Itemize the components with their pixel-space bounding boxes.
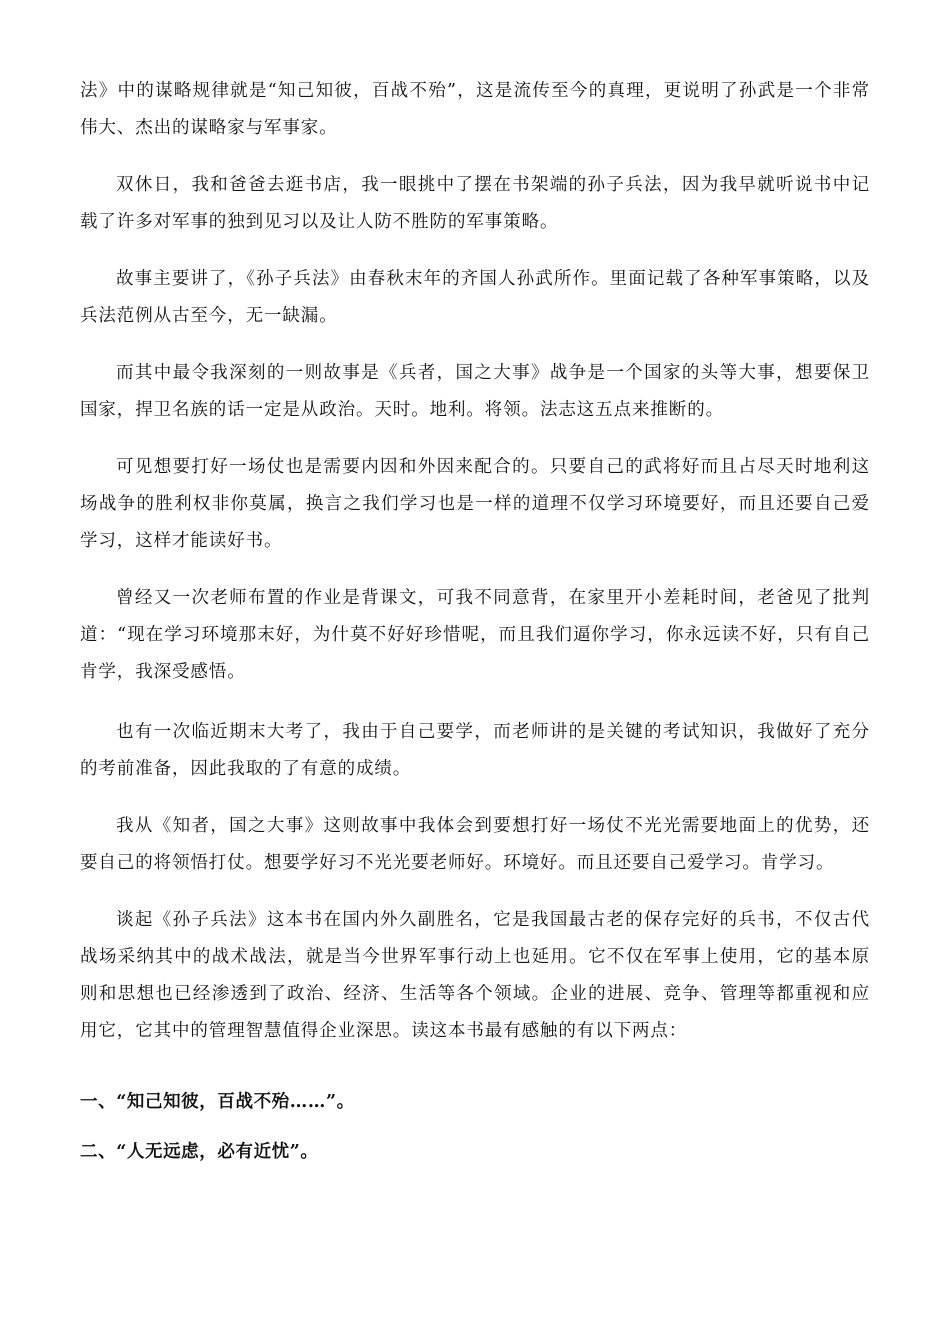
paragraph-internal-external: 可见想要打好一场仗也是需要内因和外因来配合的。只要自己的武将好而且占尽天时地利这场战争的胜利权非你莫属，换言之我们学习也是一样的道理不仅学习环境要好，而且还要自己爱学习，这样才能读好书。 bbox=[80, 457, 870, 551]
paragraph-lesson: 我从《知者，国之大事》这则故事中我体会到要想打好一场仗不光光需要地面上的优势，还要自己的将领悟打仗。想要学好习不光光要老师好。环境好。而且还要自己爱学习。肯学习。 bbox=[80, 816, 870, 873]
heading-point-one: 一、“知己知彼，百战不殆……”。 bbox=[80, 1092, 355, 1112]
paragraph-continuation: 法》中的谋略规律就是“知己知彼，百战不殆”，这是流传至今的真理，更说明了孙武是一个非常伟大、杰出的谋略家与军事家。 bbox=[80, 81, 870, 138]
heading-point-two: 二、“人无远虑，必有近忧”。 bbox=[80, 1142, 319, 1162]
paragraph-homework: 曾经又一次老师布置的作业是背课文，可我不同意背，在家里开小差耗时间，老爸见了批判道：“现在学习环境那末好，为什莫不好好珍惜呢，而且我们逼你学习，你永远读不好，只有自己肯学，我深受感悟。 bbox=[80, 588, 870, 682]
paragraph-book-overview: 谈起《孙子兵法》这本书在国内外久副胜名，它是我国最古老的保存完好的兵书，不仅古代战场采纳其中的战术战法，就是当今世界军事行动上也延用。它不仅在军事上使用，它的基本原则和思想也已经渗透到了政治、经济、生活等各个领域。企业的进展、竞争、管理等都重视和应用它，它其中的管理智慧值得企业深思。读这本书最有感触的有以下两点： bbox=[80, 910, 870, 1041]
paragraph-story-summary: 故事主要讲了，《孙子兵法》由春秋末年的齐国人孙武所作。里面记载了各种军事策略，以及兵法范例从古至今，无一缺漏。 bbox=[80, 269, 870, 326]
paragraph-final-exam: 也有一次临近期末大考了，我由于自己要学，而老师讲的是关键的考试知识，我做好了充分的考前准备，因此我取的了有意的成绩。 bbox=[80, 722, 870, 779]
paragraph-favorite-story: 而其中最令我深刻的一则故事是《兵者，国之大事》战争是一个国家的头等大事，想要保卫国家，捍卫名族的话一定是从政治。天时。地利。将领。法志这五点来推断的。 bbox=[80, 363, 870, 420]
paragraph-bookstore: 双休日，我和爸爸去逛书店，我一眼挑中了摆在书架端的孙子兵法，因为我早就听说书中记载了许多对军事的独到见习以及让人防不胜防的军事策略。 bbox=[80, 175, 870, 232]
